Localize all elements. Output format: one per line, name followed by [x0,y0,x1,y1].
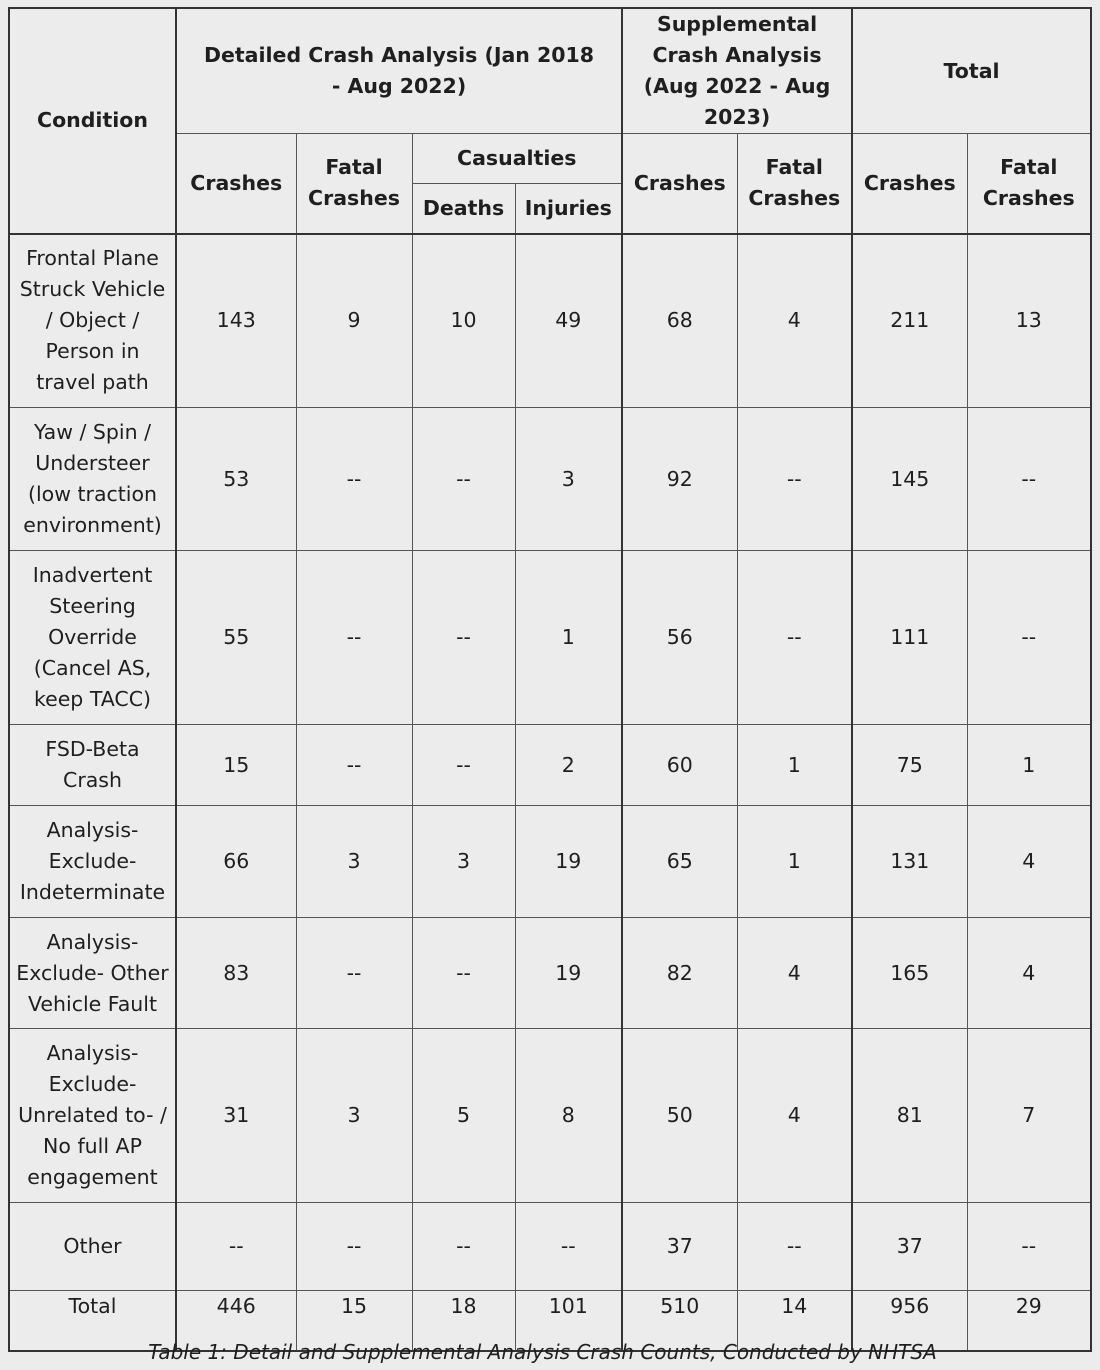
injuries-header: Injuries [515,184,622,234]
detailed-crashes-cell: 83 [176,918,296,1029]
total-fatal-crashes-cell: 7 [967,1029,1091,1203]
detailed-crashes-cell: 15 [176,725,296,806]
table-caption: Table 1: Detail and Supplemental Analysis Crash Counts, Conducted by NHTSA [148,1340,937,1364]
detailed-fatal-crashes-cell: -- [296,551,412,725]
detailed-fatal-crashes-cell: 15 [296,1291,412,1351]
detailed-crashes-cell: -- [176,1203,296,1291]
supplemental-fatal-crashes-cell: -- [737,408,852,551]
detailed-crashes-cell: 53 [176,408,296,551]
total-fatal-crashes-cell: 29 [967,1291,1091,1351]
supplemental-fatal-crashes-header: Fatal Crashes [737,134,852,234]
injuries-cell: 19 [515,806,622,918]
supplemental-crashes-cell: 82 [622,918,737,1029]
supplemental-analysis-header: Supplemental Crash Analysis (Aug 2022 - Aug 2023) [622,8,852,134]
total-crashes-cell: 75 [852,725,967,806]
detailed-fatal-crashes-cell: -- [296,408,412,551]
detailed-fatal-crashes-cell: -- [296,1203,412,1291]
injuries-cell: 101 [515,1291,622,1351]
total-fatal-crashes-cell: -- [967,551,1091,725]
total-fatal-crashes-cell: 4 [967,806,1091,918]
table-row [9,234,1091,408]
total-fatal-crashes-cell: 13 [967,234,1091,408]
casualties-header: Casualties [412,134,622,184]
total-fatal-crashes-cell: -- [967,1203,1091,1291]
supplemental-fatal-crashes-cell: -- [737,551,852,725]
total-crashes-cell: 165 [852,918,967,1029]
detailed-crashes-cell: 66 [176,806,296,918]
total-crashes-header: Crashes [852,134,967,234]
table-row [9,918,1091,1029]
injuries-cell: 8 [515,1029,622,1203]
total-crashes-cell: 81 [852,1029,967,1203]
total-fatal-crashes-cell: 4 [967,918,1091,1029]
supplemental-crashes-cell: 65 [622,806,737,918]
injuries-cell: 1 [515,551,622,725]
detailed-crashes-header: Crashes [176,134,296,234]
deaths-header: Deaths [412,184,515,234]
supplemental-fatal-crashes-cell: -- [737,1203,852,1291]
table-row [9,408,1091,551]
supplemental-crashes-cell: 37 [622,1203,737,1291]
supplemental-crashes-cell: 68 [622,234,737,408]
deaths-cell: -- [412,551,515,725]
supplemental-crashes-cell: 60 [622,725,737,806]
condition-cell: Analysis- Exclude- Other Vehicle Fault [9,918,176,1029]
detailed-fatal-crashes-cell: 9 [296,234,412,408]
supplemental-fatal-crashes-cell: 14 [737,1291,852,1351]
condition-cell: Inadvertent Steering Override (Cancel AS, keep TACC) [9,551,176,725]
injuries-cell: 2 [515,725,622,806]
supplemental-fatal-crashes-cell: 4 [737,234,852,408]
supplemental-crashes-cell: 510 [622,1291,737,1351]
supplemental-crashes-cell: 56 [622,551,737,725]
detailed-analysis-header: Detailed Crash Analysis (Jan 2018 - Aug 2022) [176,8,622,134]
detailed-fatal-crashes-cell: 3 [296,1029,412,1203]
deaths-cell: 18 [412,1291,515,1351]
detailed-crashes-cell: 143 [176,234,296,408]
table-row [9,725,1091,806]
deaths-cell: -- [412,918,515,1029]
detailed-fatal-crashes-cell: 3 [296,806,412,918]
injuries-cell: 49 [515,234,622,408]
crash-counts-table [8,7,1092,1352]
total-crashes-cell: 211 [852,234,967,408]
deaths-cell: -- [412,1203,515,1291]
total-crashes-cell: 111 [852,551,967,725]
detailed-fatal-crashes-cell: -- [296,918,412,1029]
total-header: Total [852,8,1091,134]
detailed-fatal-crashes-header: Fatal Crashes [296,134,412,234]
injuries-cell: 3 [515,408,622,551]
total-fatal-crashes-header: Fatal Crashes [967,134,1091,234]
condition-header: Condition [9,8,176,234]
supplemental-fatal-crashes-cell: 4 [737,1029,852,1203]
total-crashes-cell: 956 [852,1291,967,1351]
total-crashes-cell: 131 [852,806,967,918]
table-row [9,551,1091,725]
condition-cell: FSD-Beta Crash [9,725,176,806]
deaths-cell: -- [412,408,515,551]
injuries-cell: 19 [515,918,622,1029]
condition-cell: Frontal Plane Struck Vehicle / Object / Person in travel path [9,234,176,408]
supplemental-crashes-cell: 92 [622,408,737,551]
total-crashes-cell: 145 [852,408,967,551]
detailed-crashes-cell: 446 [176,1291,296,1351]
table-row [9,1203,1091,1291]
deaths-cell: 5 [412,1029,515,1203]
detailed-crashes-cell: 55 [176,551,296,725]
condition-cell: Total [9,1291,176,1351]
condition-cell: Yaw / Spin / Understeer (low traction environment) [9,408,176,551]
detailed-crashes-cell: 31 [176,1029,296,1203]
condition-cell: Analysis- Exclude- Unrelated to- / No full AP engagement [9,1029,176,1203]
supplemental-crashes-cell: 50 [622,1029,737,1203]
supplemental-crashes-header: Crashes [622,134,737,234]
total-fatal-crashes-cell: 1 [967,725,1091,806]
deaths-cell: 3 [412,806,515,918]
deaths-cell: -- [412,725,515,806]
supplemental-fatal-crashes-cell: 1 [737,725,852,806]
table-row [9,806,1091,918]
condition-cell: Other [9,1203,176,1291]
table-row [9,1029,1091,1203]
supplemental-fatal-crashes-cell: 4 [737,918,852,1029]
total-fatal-crashes-cell: -- [967,408,1091,551]
supplemental-fatal-crashes-cell: 1 [737,806,852,918]
detailed-fatal-crashes-cell: -- [296,725,412,806]
total-crashes-cell: 37 [852,1203,967,1291]
condition-cell: Analysis- Exclude- Indeterminate [9,806,176,918]
deaths-cell: 10 [412,234,515,408]
injuries-cell: -- [515,1203,622,1291]
